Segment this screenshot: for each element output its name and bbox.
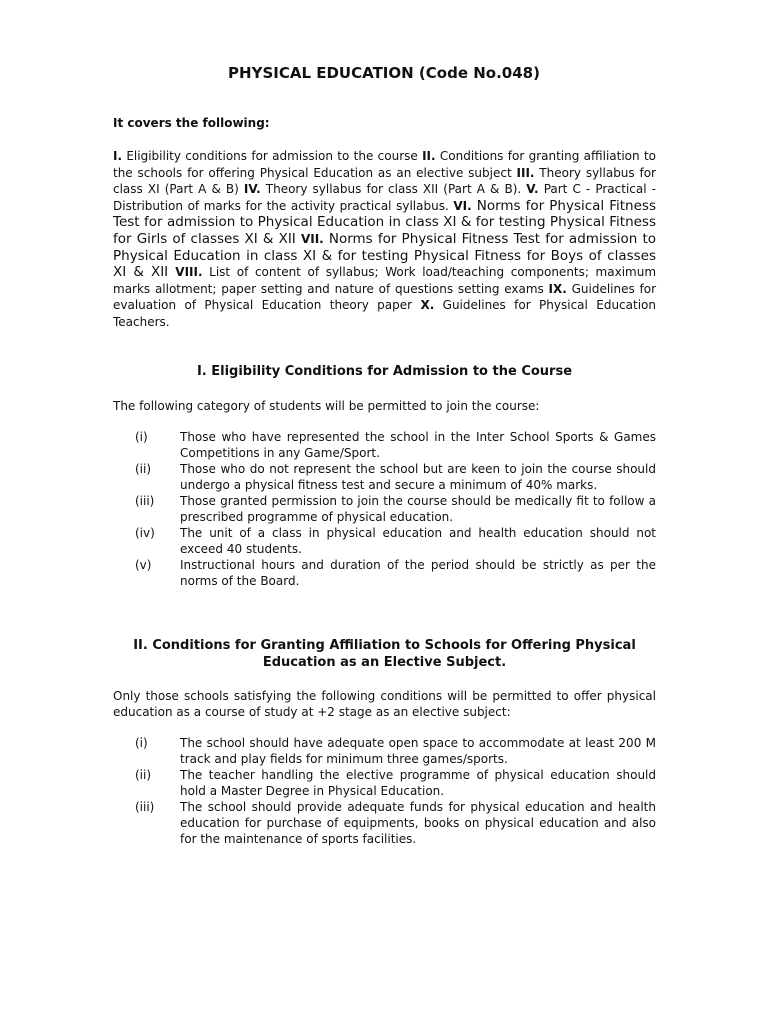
intro-span: V. — [526, 182, 539, 197]
list-item-number: (i) — [135, 736, 148, 750]
section2-heading-line: Education as an Elective Subject. — [262, 655, 507, 670]
intro-span: II. — [422, 149, 436, 163]
list-item-text: Those granted permission to join the course should be medically fit to follow a prescribed programme of physical education. — [180, 494, 656, 524]
intro-span: III. — [516, 165, 535, 180]
list-item-text: Instructional hours and duration of the period should be strictly as per the norms of the Board. — [180, 558, 656, 588]
intro-span: Norms for Physical Fitness Test for admission to Physical Education in class XI & for testing Physical Fitness for Girls of classes XI & XII — [113, 197, 656, 247]
section2-heading-line: II. Conditions for Granting Affiliation to Schools for Offering Physical — [133, 638, 636, 653]
section1-intro: The following category of students will be permitted to join the course: — [113, 399, 540, 413]
list-item — [113, 493, 656, 525]
section2-heading — [113, 637, 656, 671]
page-title: PHYSICAL EDUCATION (Code No.048) — [228, 64, 540, 82]
intro-span: VI. — [453, 198, 472, 213]
intro-paragraph — [113, 148, 656, 331]
list-item — [113, 525, 656, 557]
list-item-text: Those who do not represent the school but are keen to join the course should undergo a physical fitness test and secure a minimum of 40% marks. — [180, 462, 656, 492]
list-item-text: Those who have represented the school in the Inter School Sports & Games Competitions in any Game/Sport. — [180, 430, 656, 460]
intro-span: Conditions for granting affiliation to the schools for offering Physical Education as an elective subject — [113, 149, 656, 180]
intro-span: VIII. — [175, 265, 203, 280]
intro-span: Part C - Practical - Distribution of marks for the activity practical syllabus. — [113, 182, 656, 213]
list-item-number: (iii) — [135, 494, 155, 508]
list-item — [113, 429, 656, 461]
list-item — [113, 767, 656, 799]
intro-span: Eligibility conditions for admission to the course — [122, 149, 423, 163]
section2-list — [113, 735, 656, 847]
intro-span: IV. — [243, 182, 261, 197]
list-item-text: The school should provide adequate funds for physical education and health education for purchase of equipments, books on physical education and also for the maintenance of sports facilities. — [180, 800, 656, 846]
covers-heading: It covers the following: — [113, 116, 270, 130]
list-item-text: The unit of a class in physical education and health education should not exceed 40 students. — [180, 526, 656, 556]
section1-list — [113, 429, 656, 589]
intro-span: List of content of syllabus; Work load/teaching components; maximum marks allotment; paper setting and nature of questions setting exams — [113, 265, 657, 296]
list-item-number: (i) — [135, 430, 148, 444]
list-item-number: (ii) — [135, 462, 152, 476]
list-item — [113, 461, 656, 493]
list-item-number: (iii) — [135, 800, 155, 814]
intro-span: I. — [113, 149, 123, 163]
list-item — [113, 735, 656, 767]
section2-intro: Only those schools satisfying the following conditions will be permitted to offer physical education as a course of study at +2 stage as an elective subject: — [113, 689, 656, 719]
section1-heading: I. Eligibility Conditions for Admission to the Course — [196, 364, 573, 379]
list-item — [113, 557, 656, 589]
list-item-number: (iv) — [135, 526, 155, 540]
list-item-text: The school should have adequate open space to accommodate at least 200 M track and play fields for minimum three games/sports. — [180, 736, 656, 766]
intro-span: Theory syllabus for class XI (Part A & B) — [113, 165, 656, 197]
list-item-number: (v) — [135, 558, 152, 572]
intro-span: Guidelines for evaluation of Physical Education theory paper — [113, 281, 656, 313]
intro-span: X. — [420, 298, 435, 313]
intro-span: Norms for Physical Fitness Test for admission to Physical Education in class XI & for testing Physical Fitness for Boys of classes XI & XII — [113, 230, 657, 281]
list-item-text: The teacher handling the elective programme of physical education should hold a Master Degree in Physical Education. — [180, 768, 656, 798]
list-item — [113, 799, 656, 847]
intro-span: Guidelines for Physical Education Teachers. — [113, 298, 656, 329]
intro-span: IX. — [548, 281, 567, 296]
intro-span: Theory syllabus for class XII (Part A & B). — [260, 182, 527, 197]
intro-span: VII. — [300, 231, 324, 246]
list-item-number: (ii) — [135, 768, 152, 782]
